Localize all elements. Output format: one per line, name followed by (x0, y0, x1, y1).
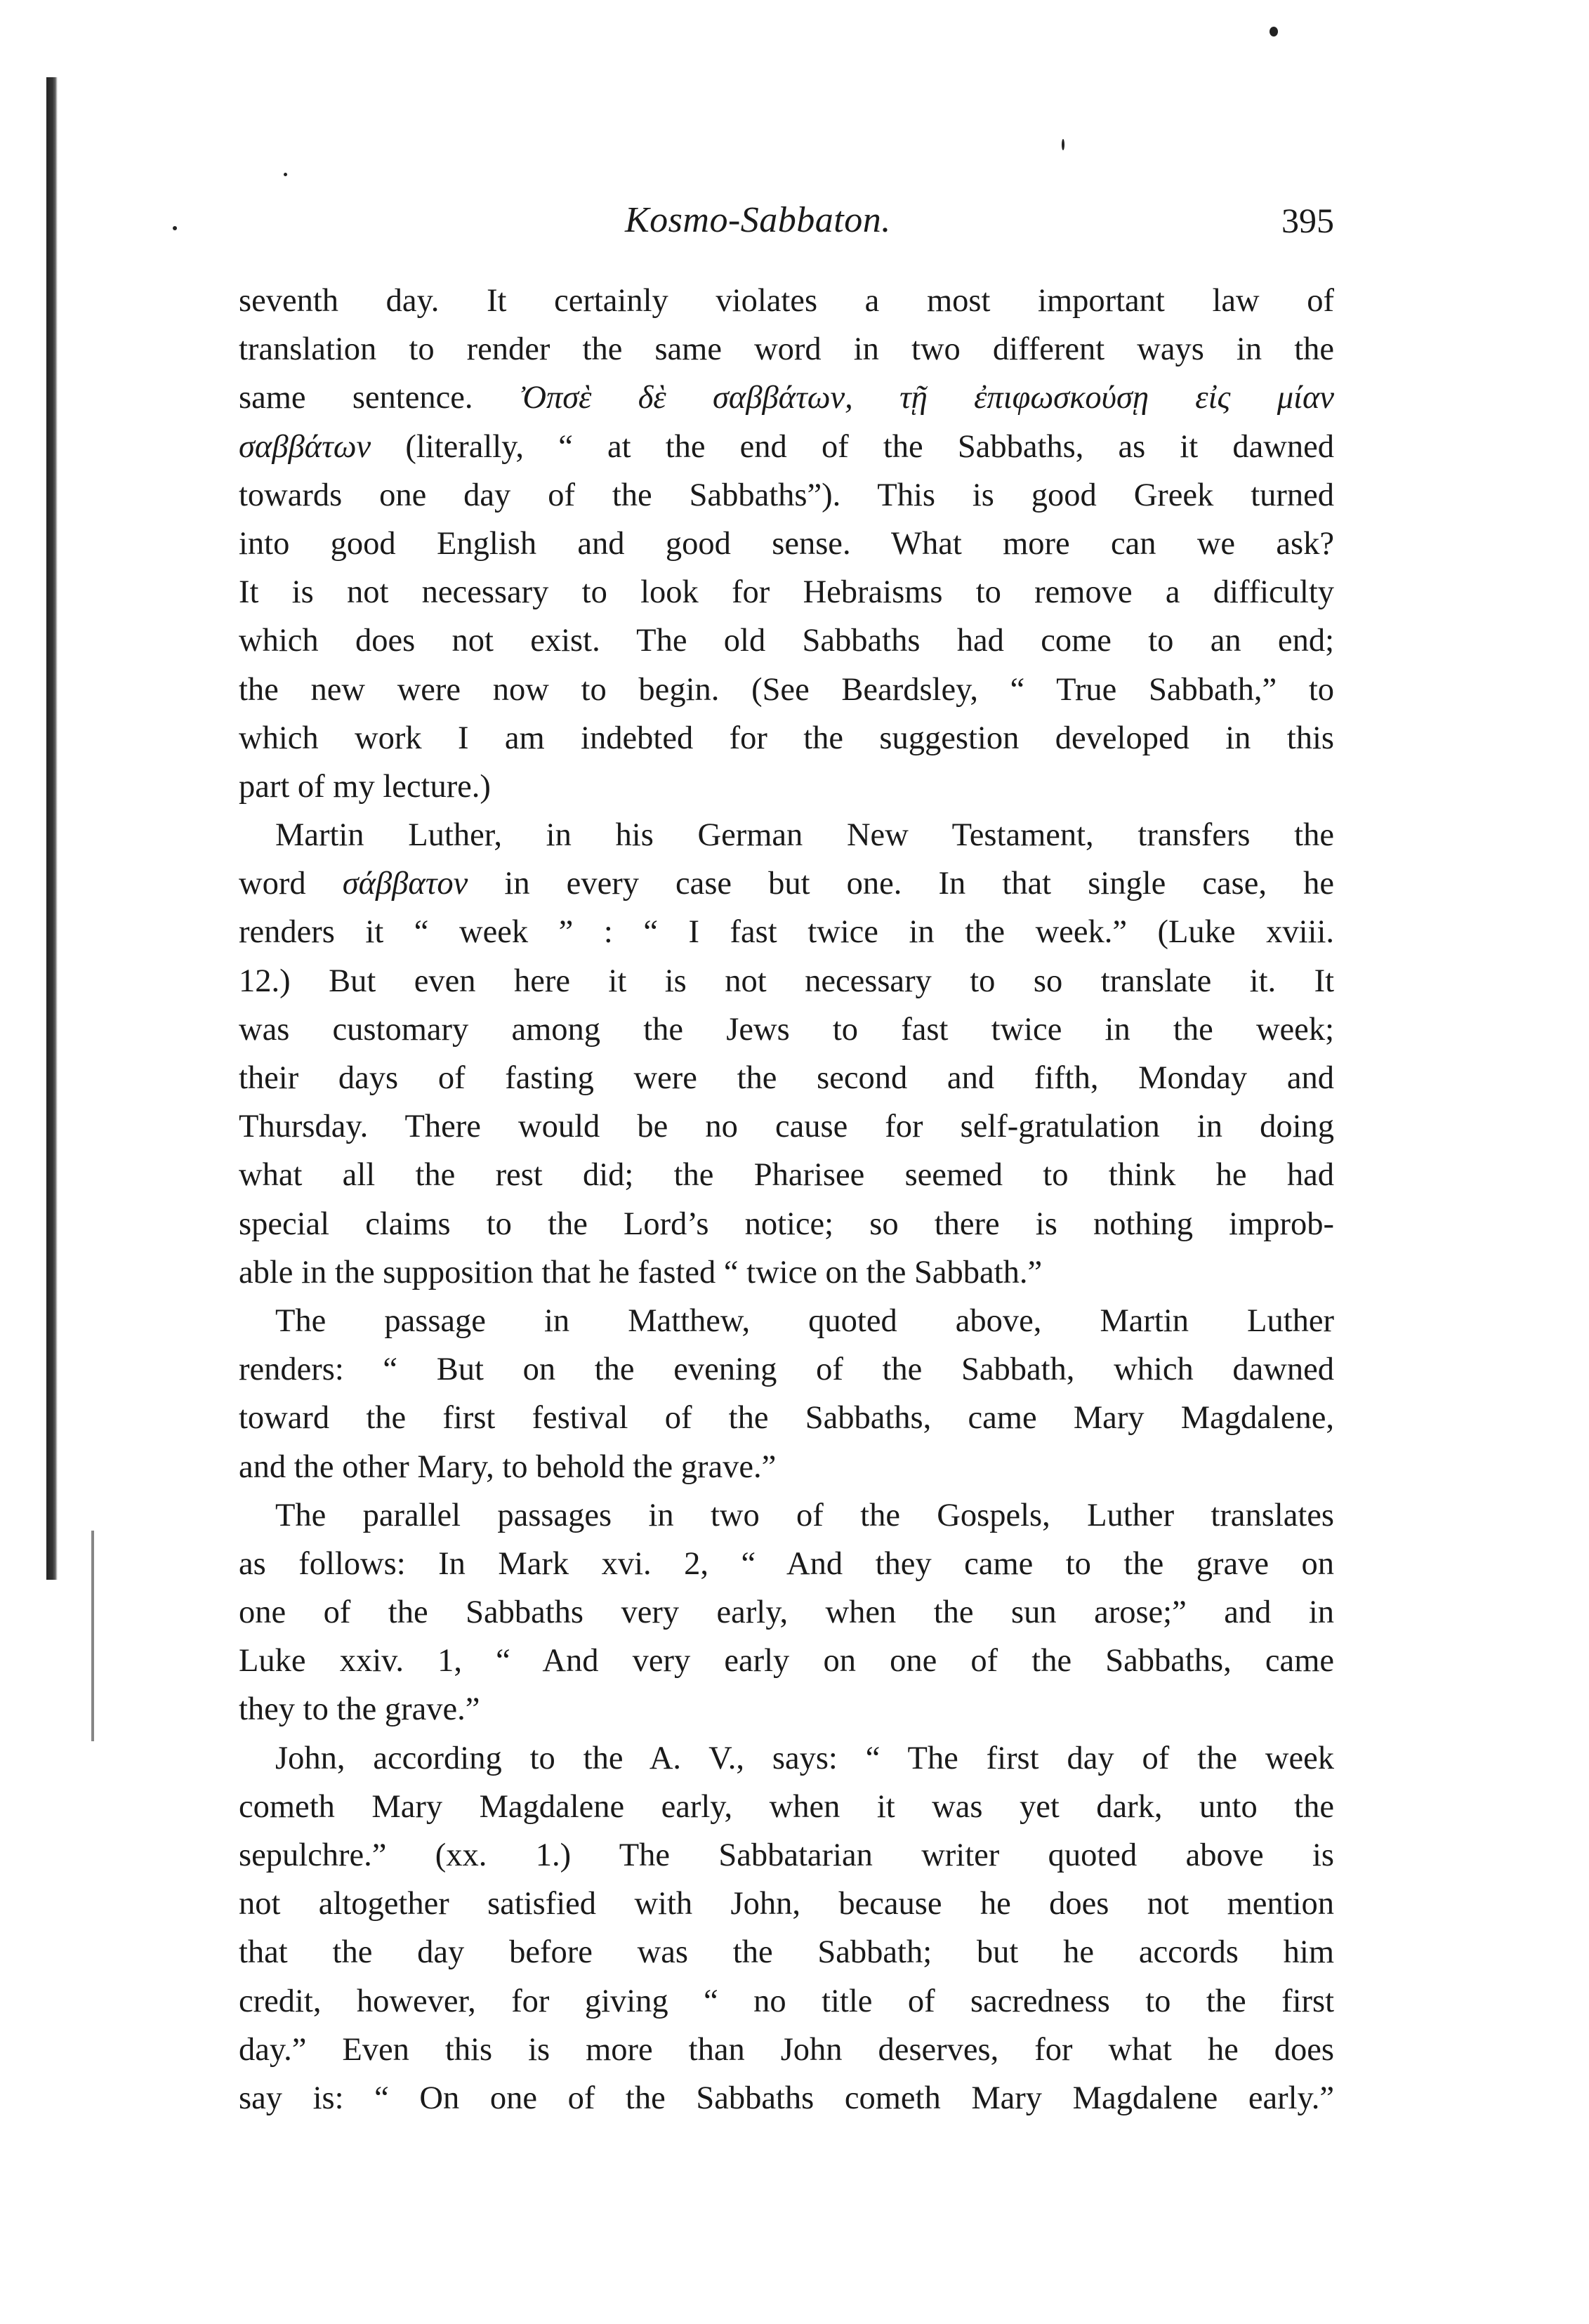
binding-edge (46, 77, 58, 1580)
text-line: that the day before was the Sabbath; but he accords him (239, 1934, 1334, 1971)
page-header (239, 195, 1334, 251)
text-line: into good English and good sense. What more can we ask? (239, 525, 1334, 562)
text-segment: (literally, “ at the end of the Sabbaths, as it dawned (405, 428, 1334, 465)
text-line: Luke xxiv. 1, “ And very early on one of the Sabbaths, came (239, 1643, 1334, 1679)
greek-text: σαββάτων (239, 428, 371, 465)
text-line: able in the supposition that he fasted “ twice on the Sabbath.” (239, 1254, 1043, 1290)
text-line: credit, however, for giving “ no title of sacredness to the first (239, 1983, 1334, 2019)
text-line: not altogether satisfied with John, because he does not mention (239, 1886, 1334, 1922)
text-line: part of my lecture.) (239, 768, 491, 805)
scan-speck (284, 173, 287, 176)
text-line: translation to render the same word in two different ways in the (239, 331, 1334, 368)
text-line: which work I am indebted for the suggestion developed in this (239, 720, 1334, 756)
text-segment: same sentence. (239, 380, 473, 416)
text-line: was customary among the Jews to fast twice in the week; (239, 1011, 1334, 1048)
text-line: sepulchre.” (xx. 1.) The Sabbatarian writer quoted above is (239, 1837, 1334, 1873)
text-line: they to the grave.” (239, 1691, 480, 1728)
page-number: 395 (1281, 201, 1334, 240)
text-line: Martin Luther, in his German New Testament, transfers the (275, 817, 1334, 854)
scan-speck (173, 226, 177, 230)
running-title: Kosmo-Sabbaton. (625, 200, 891, 240)
text-line: say is: “ On one of the Sabbaths cometh Mary Magdalene early.” (239, 2080, 1334, 2116)
text-segment: word (239, 866, 306, 902)
text-line: towards one day of the Sabbaths”). This is good Greek turned (239, 477, 1334, 513)
greek-text: Ὀπσὲ δὲ σαββάτων, τῇ ἐπιφωσκούσῃ εἰς μίαν (519, 380, 1334, 416)
text-line: Thursday. There would be no cause for self-gratulation in doing (239, 1109, 1334, 1145)
text-line: John, according to the A. V., says: “ The first day of the week (275, 1740, 1334, 1776)
text-line: day.” Even this is more than John deserves, for what he does (239, 2031, 1334, 2068)
text-line: The passage in Matthew, quoted above, Martin Luther (275, 1302, 1334, 1339)
text-line: cometh Mary Magdalene early, when it was yet dark, unto the (239, 1788, 1334, 1825)
greek-text: σάββατον (342, 866, 468, 902)
scan-speck (1062, 139, 1064, 150)
text-line: special claims to the Lord’s notice; so there is nothing improb- (239, 1206, 1334, 1242)
text-line (239, 423, 1334, 471)
body-text (239, 277, 1334, 2122)
text-line (239, 859, 1334, 908)
text-line: the new were now to begin. (See Beardsley, “ True Sabbath,” to (239, 671, 1334, 708)
text-line: It is not necessary to look for Hebraisms to remove a difficulty (239, 574, 1334, 611)
text-line: their days of fasting were the second and fifth, Monday and (239, 1060, 1334, 1096)
text-line: one of the Sabbaths very early, when the sun arose;” and in (239, 1595, 1334, 1631)
text-line: The parallel passages in two of the Gospels, Luther translates (275, 1497, 1334, 1533)
text-line: renders: “ But on the evening of the Sabbath, which dawned (239, 1352, 1334, 1388)
text-line: as follows: In Mark xvi. 2, “ And they came to the grave on (239, 1545, 1334, 1582)
text-line: toward the first festival of the Sabbaths, came Mary Magdalene, (239, 1400, 1334, 1437)
text-segment: in every case but one. In that single case, he (504, 866, 1334, 902)
text-line: which does not exist. The old Sabbaths had come to an end; (239, 623, 1334, 659)
text-line: seventh day. It certainly violates a most important law of (239, 283, 1334, 319)
text-line: renders it “ week ” : “ I fast twice in the week.” (Luke xviii. (239, 914, 1334, 951)
binding-shadow (91, 1531, 94, 1741)
text-line (239, 374, 1334, 422)
scan-speck (1270, 27, 1278, 37)
text-line: 12.) But even here it is not necessary to so translate it. It (239, 963, 1334, 999)
text-line: what all the rest did; the Pharisee seemed to think he had (239, 1157, 1334, 1194)
text-line: and the other Mary, to behold the grave.” (239, 1448, 777, 1485)
